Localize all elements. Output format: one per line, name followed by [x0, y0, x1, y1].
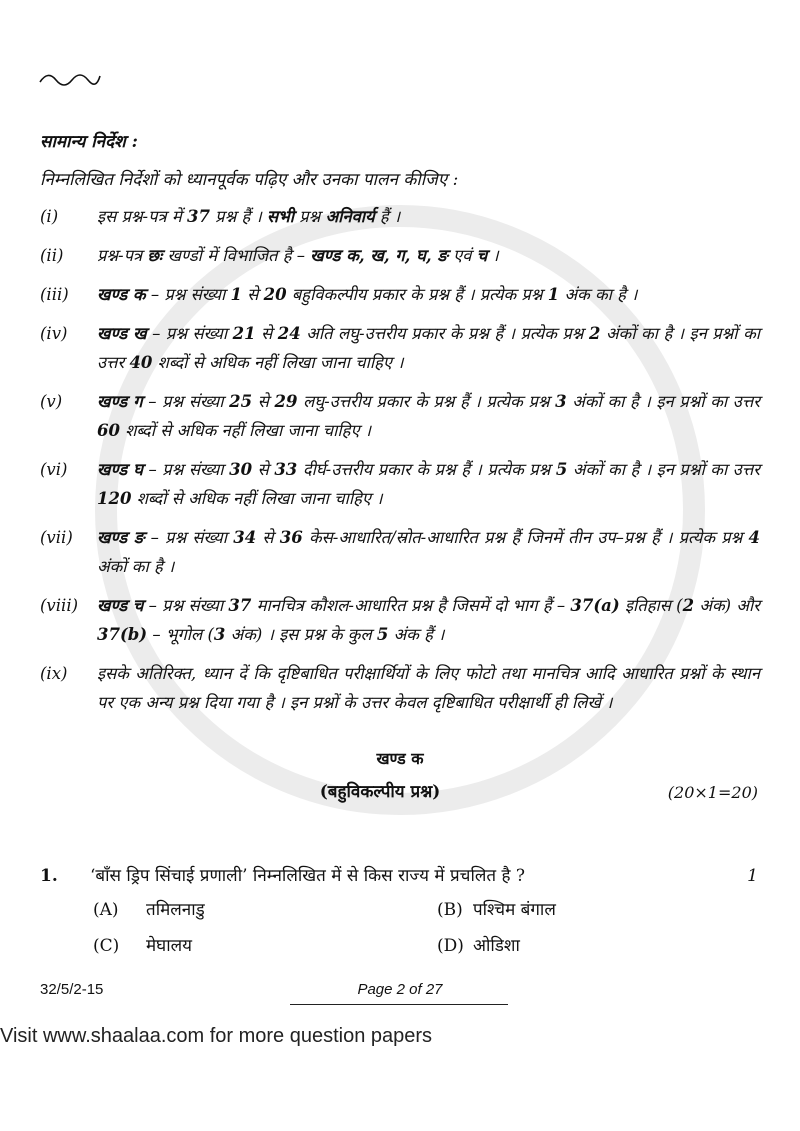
instruction-segment: अंक) और	[694, 596, 760, 615]
instruction-segment: से	[252, 392, 275, 411]
instruction-emphasis: 1	[547, 285, 560, 304]
instruction-segment: से	[252, 460, 275, 479]
option-c	[93, 933, 437, 959]
instruction-emphasis: 21	[232, 324, 256, 343]
instruction-emphasis: 36	[279, 528, 303, 547]
instruction-emphasis: 2	[588, 324, 601, 343]
instruction-emphasis: 120	[97, 489, 132, 508]
visit-link[interactable]: Visit www.shaalaa.com for more question papers	[0, 1025, 433, 1047]
instruction-segment: – प्रश्न संख्या	[142, 460, 230, 479]
instruction-segment: – प्रश्न संख्या	[146, 324, 233, 343]
instruction-segment: खण्डों में विभाजित है –	[162, 246, 311, 265]
instruction-segment: अंकों का है । इन प्रश्नों का उत्तर	[567, 460, 760, 479]
instruction-emphasis: 37	[228, 596, 252, 615]
instruction-number: (iv)	[40, 324, 68, 343]
option-label: (D)	[437, 936, 464, 956]
instruction-emphasis: सभी	[267, 207, 295, 226]
instruction-item	[40, 455, 760, 513]
option-text: मेघालय	[146, 936, 193, 956]
instruction-emphasis: 33	[274, 460, 298, 479]
instruction-segment: – प्रश्न संख्या	[144, 528, 234, 547]
instruction-emphasis: 3	[555, 392, 567, 411]
instructions-intro: निम्नलिखित निर्देशों को ध्यानपूर्वक पढ़िए और उनका पालन कीजिए :	[40, 170, 459, 190]
option-b	[437, 897, 737, 923]
instruction-emphasis: खण्ड क	[97, 285, 146, 304]
instruction-item	[40, 659, 760, 717]
instruction-emphasis: खण्ड घ	[97, 460, 143, 479]
instruction-segment: अंकों का है । इन प्रश्नों का उत्तर	[566, 392, 760, 411]
instruction-segment: से	[256, 528, 280, 547]
instruction-emphasis: 2	[682, 596, 695, 615]
instruction-item	[40, 319, 760, 377]
instruction-segment: प्रश्न	[294, 207, 326, 226]
instruction-segment: अंक का है ।	[559, 285, 638, 304]
instruction-segment: से	[242, 285, 264, 304]
option-a	[93, 897, 437, 923]
instruction-text	[97, 241, 760, 270]
instruction-segment: – प्रश्न संख्या	[145, 285, 231, 304]
instruction-segment: इस प्रश्न-पत्र में	[97, 207, 187, 226]
section-title: खण्ड क	[376, 749, 424, 768]
instruction-emphasis: खण्ड क, ख, ग, घ, ङ	[310, 246, 448, 265]
instruction-emphasis: च	[476, 246, 488, 265]
instruction-item	[40, 202, 760, 231]
instruction-item	[40, 241, 760, 270]
instruction-segment: अति लघु-उत्तरीय प्रकार के प्रश्न हैं । प्रत्येक प्रश्न	[300, 324, 589, 343]
instruction-text	[97, 387, 760, 445]
instruction-emphasis: 4	[748, 528, 760, 547]
instruction-text	[97, 280, 760, 309]
instruction-segment: शब्दों से अधिक नहीं लिखा जाना चाहिए ।	[152, 353, 404, 372]
question	[40, 863, 758, 889]
instruction-text	[97, 319, 760, 377]
instruction-segment: – प्रश्न संख्या	[143, 596, 229, 615]
footer-divider	[290, 1004, 508, 1005]
option-text: पश्चिम बंगाल	[473, 900, 556, 920]
instruction-emphasis: 25	[229, 392, 253, 411]
question-text: ‘बाँस ड्रिप सिंचाई प्रणाली’ निम्नलिखित में से किस राज्य में प्रचलित है ?	[90, 866, 526, 886]
instruction-text	[97, 591, 760, 649]
option-label: (B)	[437, 900, 463, 920]
instruction-emphasis: 40	[129, 353, 153, 372]
instruction-emphasis: छः	[147, 246, 163, 265]
instruction-number: (ii)	[40, 246, 64, 265]
option-text: तमिलनाडु	[146, 900, 205, 920]
option-d	[437, 933, 737, 959]
instruction-segment: एवं	[447, 246, 477, 265]
instruction-number: (ix)	[40, 664, 68, 683]
instruction-emphasis: 3	[213, 625, 226, 644]
instruction-number: (viii)	[40, 596, 79, 615]
instruction-item	[40, 523, 760, 581]
instruction-segment: इतिहास (	[619, 596, 683, 615]
instructions-list	[40, 202, 760, 717]
instruction-text	[97, 202, 760, 231]
instruction-segment: लघु-उत्तरीय प्रकार के प्रश्न हैं । प्रत्येक प्रश्न	[297, 392, 556, 411]
paper-code: 32/5/2-15	[40, 981, 104, 998]
instruction-segment: मानचित्र कौशल-आधारित प्रश्न है जिसमें दो भाग हैं –	[251, 596, 571, 615]
instruction-emphasis: 5	[376, 625, 389, 644]
instruction-segment: प्रश्न-पत्र	[97, 246, 148, 265]
instruction-segment: केस-आधारित/स्रोत-आधारित प्रश्न हैं जिनमें तीन उप–प्रश्न हैं । प्रत्येक प्रश्न	[302, 528, 749, 547]
section-header	[40, 747, 760, 809]
instruction-segment: हैं ।	[374, 207, 401, 226]
instruction-text	[97, 659, 760, 717]
instruction-item	[40, 387, 760, 445]
instruction-segment: बहुविकल्पीय प्रकार के प्रश्न हैं । प्रत्येक प्रश्न	[286, 285, 548, 304]
instruction-number: (i)	[40, 207, 59, 226]
instruction-item	[40, 591, 760, 649]
instruction-segment: शब्दों से अधिक नहीं लिखा जाना चाहिए ।	[131, 489, 383, 508]
instruction-emphasis: खण्ड ङ	[97, 528, 145, 547]
instruction-number: (vii)	[40, 528, 73, 547]
instruction-emphasis: खण्ड ख	[97, 324, 147, 343]
option-label: (A)	[93, 900, 119, 920]
instruction-text	[97, 455, 760, 513]
instruction-segment: अंक) । इस प्रश्न के कुल	[225, 625, 377, 644]
section-subtitle: (बहुविकल्पीय प्रश्न)	[319, 782, 441, 802]
instruction-segment: अंक हैं ।	[388, 625, 445, 644]
option-text: ओडिशा	[473, 936, 520, 956]
instruction-segment: दीर्घ-उत्तरीय प्रकार के प्रश्न हैं । प्रत्येक प्रश्न	[297, 460, 556, 479]
instruction-emphasis: 34	[233, 528, 257, 547]
instruction-number: (v)	[40, 392, 63, 411]
instruction-segment: – प्रश्न संख्या	[142, 392, 230, 411]
wavy-mark-icon	[38, 70, 102, 86]
instruction-segment: अंकों का है । इन प्रश्नों का उत्तर	[97, 324, 761, 372]
instruction-segment: इसके अतिरिक्त, ध्यान दें कि दृष्टिबाधित परीक्षार्थियों के लिए फोटो तथा मानचित्र आदि आधारित प्रश्नों के स्थान पर एक अन्य प्रश्न दिया गया है । इन प्रश्नों के उत्तर केवल दृष्टिबाधित परीक्षार्थी ही लिखें ।	[97, 664, 760, 712]
section-marks: (20×1=20)	[667, 783, 758, 802]
question-options	[93, 897, 760, 959]
instruction-segment: प्रश्न हैं ।	[209, 207, 267, 226]
instruction-emphasis: 29	[274, 392, 298, 411]
instruction-segment: से	[255, 324, 278, 343]
instruction-emphasis: 24	[277, 324, 301, 343]
page-number: Page 2 of 27	[357, 981, 443, 998]
instruction-emphasis: 5	[555, 460, 568, 479]
instruction-emphasis: खण्ड ग	[97, 392, 143, 411]
instruction-number: (iii)	[40, 285, 69, 304]
question-number: 1.	[40, 866, 58, 886]
instruction-emphasis: 1	[230, 285, 243, 304]
option-label: (C)	[93, 936, 120, 956]
instruction-segment: अंकों का है ।	[97, 557, 175, 576]
instruction-segment: – भूगोल (	[147, 625, 214, 644]
page-footer	[40, 979, 760, 1011]
instruction-emphasis: 37	[186, 207, 210, 226]
instruction-emphasis: खण्ड च	[97, 596, 144, 615]
instruction-item	[40, 280, 760, 309]
question-marks: 1	[747, 866, 758, 886]
instruction-segment: शब्दों से अधिक नहीं लिखा जाना चाहिए ।	[119, 421, 372, 440]
instruction-emphasis: 60	[97, 421, 120, 440]
instruction-emphasis: 20	[263, 285, 287, 304]
instruction-number: (vi)	[40, 460, 68, 479]
instruction-emphasis: 30	[229, 460, 253, 479]
instruction-emphasis: 37(b)	[97, 625, 148, 644]
instruction-emphasis: अनिवार्य	[325, 207, 375, 226]
instruction-text	[97, 523, 760, 581]
instruction-emphasis: 37(a)	[570, 596, 620, 615]
instructions-heading: सामान्य निर्देश :	[40, 132, 138, 152]
instruction-segment: ।	[487, 246, 499, 265]
